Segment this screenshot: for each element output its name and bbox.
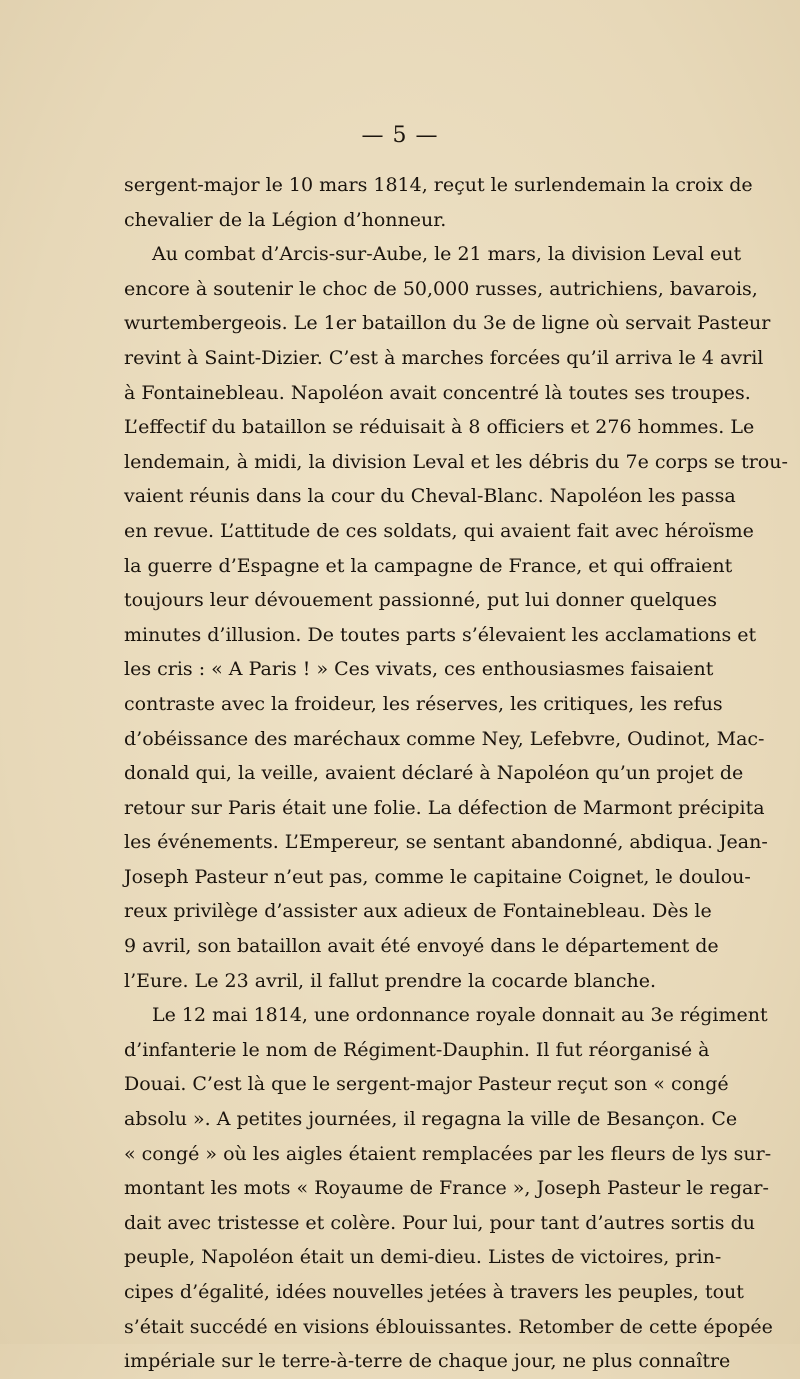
text-line: chevalier de la Légion d’honneur. — [124, 208, 447, 231]
text-line: donald qui, la veille, avaient déclaré à Napoléon qu’un projet de — [124, 762, 744, 785]
text-line: s’était succédé en visions éblouissantes. Retomber de cette épopée — [124, 1315, 773, 1338]
text-line: L’effectif du bataillon se réduisait à 8 officiers et 276 hommes. Le — [124, 416, 755, 439]
text-line: cipes d’égalité, idées nouvelles jetées à travers les peuples, tout — [124, 1281, 744, 1303]
text-line: Joseph Pasteur n’eut pas, comme le capitaine Coignet, le doulou- — [124, 865, 751, 888]
page-number: — 5 — — [361, 123, 439, 148]
text-line: Le 12 mai 1814, une ordonnance royale donnait au 3e régiment — [152, 1004, 768, 1027]
text-line: 9 avril, son bataillon avait été envoyé dans le département de — [124, 935, 719, 958]
text-line: lendemain, à midi, la division Leval et les débris du 7e corps se trou- — [124, 450, 788, 473]
text-line: wurtembergeois. Le 1er bataillon du 3e de ligne où servait Pasteur — [124, 312, 771, 335]
text-line: d’infanterie le nom de Régiment-Dauphin. Il fut réorganisé à — [124, 1038, 710, 1061]
text-line: absolu ». A petites journées, il regagna la ville de Besançon. Ce — [124, 1108, 738, 1131]
text-line: minutes d’illusion. De toutes parts s’élevaient les acclamations et — [124, 623, 757, 646]
text-line: retour sur Paris était une folie. La défection de Marmont précipita — [124, 796, 765, 819]
text-line: d’obéissance des maréchaux comme Ney, Lefebvre, Oudinot, Mac- — [124, 727, 765, 750]
text-line: l’Eure. Le 23 avril, il fallut prendre la cocarde blanche. — [124, 969, 656, 992]
text-line: les événements. L’Empereur, se sentant abandonné, abdiqua. Jean- — [124, 831, 768, 854]
body-text — [124, 168, 788, 1379]
text-line: contraste avec la froideur, les réserves, les critiques, les refus — [124, 692, 723, 715]
text-line: reux privilège d’assister aux adieux de Fontainebleau. Dès le — [124, 900, 712, 923]
text-line: à Fontainebleau. Napoléon avait concentré là toutes ses troupes. — [124, 381, 751, 404]
text-line: peuple, Napoléon était un demi-dieu. Listes de victoires, prin- — [124, 1246, 722, 1269]
text-line: la guerre d’Espagne et la campagne de France, et qui offraient — [124, 554, 733, 577]
text-line: dait avec tristesse et colère. Pour lui, pour tant d’autres sortis du — [124, 1211, 755, 1234]
text-line: toujours leur dévouement passionné, put lui donner quelques — [124, 589, 718, 612]
text-line: encore à soutenir le choc de 50,000 russes, autrichiens, bavarois, — [124, 277, 758, 300]
text-line: « congé » où les aigles étaient remplacées par les fleurs de lys sur- — [124, 1142, 772, 1165]
text-line: impériale sur le terre-à-terre de chaque jour, ne plus connaître — [124, 1350, 731, 1373]
text-line: vaient réunis dans la cour du Cheval-Blanc. Napoléon les passa — [124, 485, 736, 508]
text-line: montant les mots « Royaume de France », Joseph Pasteur le regar- — [124, 1177, 769, 1200]
text-line: Au combat d’Arcis-sur-Aube, le 21 mars, la division Leval eut — [152, 243, 742, 266]
text-line: sergent-major le 10 mars 1814, reçut le surlendemain la croix de — [124, 174, 753, 196]
text-line: Douai. C’est là que le sergent-major Pasteur reçut son « congé — [124, 1073, 729, 1096]
text-line: revint à Saint-Dizier. C’est à marches forcées qu’il arriva le 4 avril — [124, 346, 764, 369]
text-line: en revue. L’attitude de ces soldats, qui avaient fait avec héroïsme — [124, 519, 754, 542]
text-line: les cris : « A Paris ! » Ces vivats, ces enthousiasmes faisaient — [124, 658, 714, 681]
